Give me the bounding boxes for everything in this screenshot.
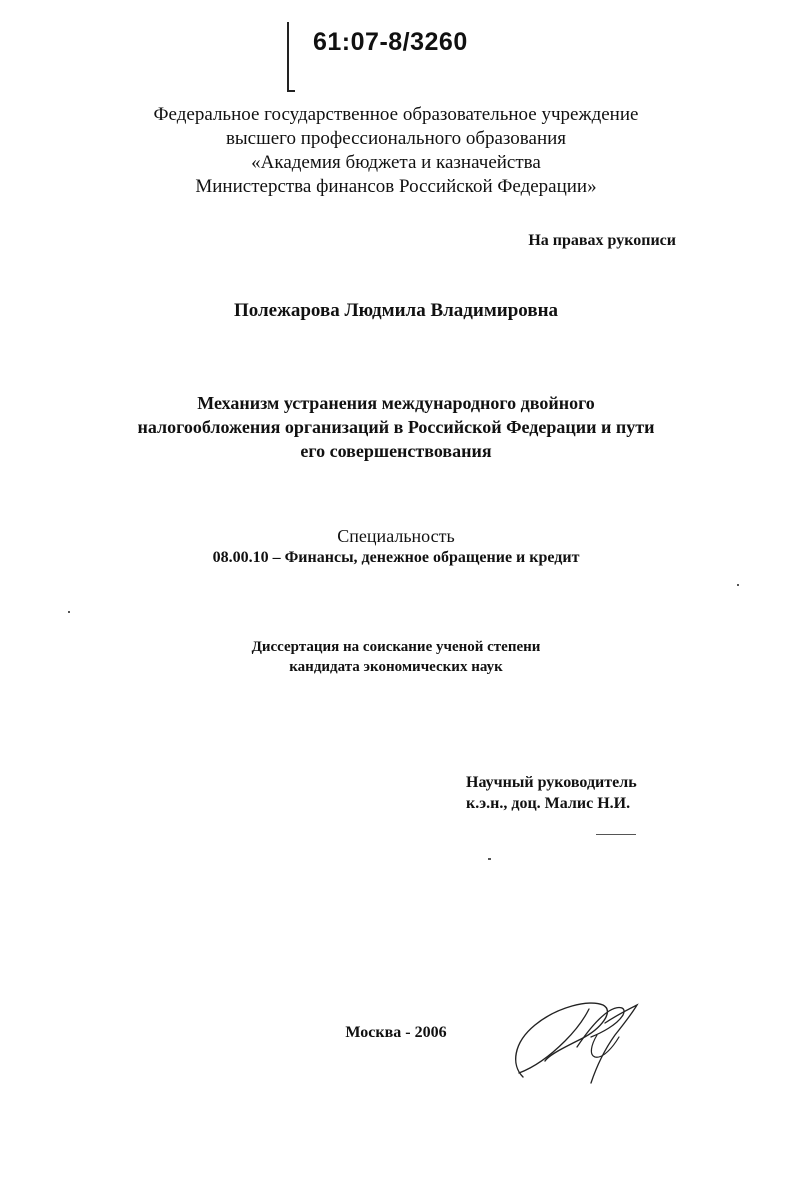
stamp-bracket-line xyxy=(287,22,289,92)
degree-line: Диссертация на соискание ученой степени xyxy=(251,639,541,655)
degree-line: кандидата экономических наук xyxy=(289,659,503,675)
scan-mark xyxy=(68,611,70,613)
scan-mark xyxy=(488,858,491,860)
supervisor-block xyxy=(466,772,637,814)
supervisor-name: к.э.н., доц. Малис Н.И. xyxy=(466,795,631,812)
handwritten-signature xyxy=(505,985,655,1095)
institution-line: высшего профессионального образования xyxy=(225,128,567,149)
institution-line: Федеральное государственное образовательное учреждение xyxy=(153,104,639,125)
degree-statement xyxy=(0,637,792,677)
institution-line: Министерства финансов Российской Федерации» xyxy=(195,176,597,197)
title-line: налогообложения организаций в Российской Федерации и пути xyxy=(137,417,655,437)
supervisor-title: Научный руководитель xyxy=(466,774,637,791)
institution-header xyxy=(0,103,792,199)
institution-line: «Академия бюджета и казначейства xyxy=(251,152,541,173)
title-line: его совершенствования xyxy=(300,441,492,461)
signature-stroke xyxy=(591,1035,619,1057)
archive-stamp-code: 61:07-8/3260 xyxy=(313,28,468,56)
dissertation-title xyxy=(0,391,792,463)
manuscript-rights-note: На правах рукописи xyxy=(528,232,676,249)
title-line: Механизм устранения международного двойного xyxy=(197,393,595,413)
specialty-label: Специальность xyxy=(337,526,455,546)
city-year: Москва - 2006 xyxy=(345,1024,447,1041)
stamp-bracket-foot xyxy=(287,90,295,92)
scan-mark xyxy=(737,584,739,586)
specialty-value: 08.00.10 – Финансы, денежное обращение и кредит xyxy=(212,549,580,566)
author-name: Полежарова Людмила Владимировна xyxy=(233,300,559,321)
scan-mark xyxy=(596,834,636,835)
